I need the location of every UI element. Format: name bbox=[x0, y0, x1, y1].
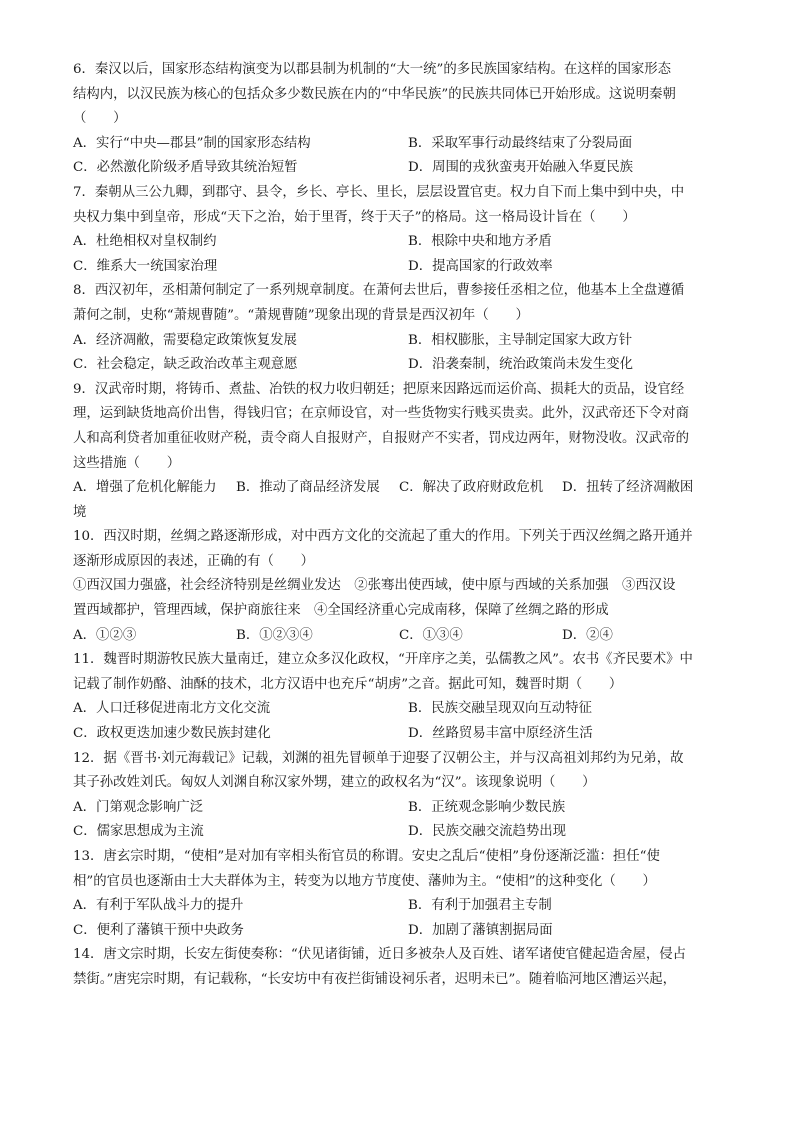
option-row bbox=[73, 697, 725, 722]
question-text-line: 11．魏晋时期游牧民族大量南迁，建立众多汉化政权，“开庠序之美，弘儒教之风”。农书《齐民要术》中 bbox=[73, 652, 693, 668]
option-row bbox=[73, 624, 725, 649]
option-wrap-line: 境 bbox=[73, 504, 87, 520]
question-text-line: 14．唐文宗时期，长安左街使奏称：“伏见诸街铺，近日多被杂人及百姓、诸军诸使官健起造舍屋，侵占 bbox=[73, 947, 687, 963]
option-row bbox=[73, 230, 725, 255]
question-block bbox=[73, 648, 725, 746]
question-text-line: 相”的官员也逐渐由士大夫群体为主，转变为以地方节度使、藩帅为主。“使相”的这种变化（ ） bbox=[73, 873, 656, 889]
option-row bbox=[73, 255, 725, 280]
question-text-line: 9．汉武帝时期，将铸币、煮盐、冶铁的权力收归朝廷；把原来因路远而运价高、损耗大的贡品，设官经 bbox=[73, 381, 685, 397]
answer-option: B．采取军事行动最终结束了分裂局面 bbox=[408, 135, 633, 151]
question-text-line: 这些措施（ ） bbox=[73, 455, 181, 471]
question-text-line: 8．西汉初年，丞相萧何制定了一系列规章制度。在萧何去世后，曹参接任丞相之位，他基本上全盘遵循 bbox=[73, 283, 685, 299]
answer-option: D．民族交融交流趋势出现 bbox=[408, 824, 567, 840]
answer-option: D．周围的戎狄蛮夷开始融入华夏民族 bbox=[408, 160, 633, 176]
answer-option: A．①②③ bbox=[73, 627, 137, 643]
question-text-line: （ ） bbox=[73, 111, 127, 127]
answer-option: C．社会稳定，缺乏政治改革主观意愿 bbox=[73, 357, 298, 373]
question-text-line: 其子孙改姓刘氏。匈奴人刘渊自称汉家外甥，建立的政权名为“汉”。该现象说明（ ） bbox=[73, 775, 596, 791]
question-text-line: 央权力集中到皇帝，形成“天下之治，始于里胥，终于天子”的格局。这一格局设计旨在（ ） bbox=[73, 209, 636, 225]
question-text-line: 理，运到缺货地高价出售，得钱归官；在京师设官，对一些货物实行贱买贵卖。此外，汉武帝还下令对商 bbox=[73, 406, 689, 422]
answer-option: C．必然激化阶级矛盾导致其统治短暂 bbox=[73, 160, 298, 176]
answer-option: C．儒家思想成为主流 bbox=[73, 824, 204, 840]
answer-option: C．便利了藩镇干预中央政务 bbox=[73, 922, 244, 938]
answer-option: D．②④ bbox=[562, 627, 613, 643]
option-row bbox=[73, 156, 725, 181]
option-row bbox=[73, 476, 725, 501]
question-block bbox=[73, 378, 725, 526]
question-text-line: 13．唐玄宗时期，“使相”是对加有宰相头衔官员的称谓。安史之乱后“使相”身份逐渐泛滥：担任“使 bbox=[73, 849, 660, 864]
option-row bbox=[73, 796, 725, 821]
answer-option: B．①②③④ bbox=[236, 627, 313, 643]
answer-option: C．①③④ bbox=[399, 627, 463, 643]
question-block bbox=[73, 58, 725, 181]
answer-option: B．民族交融呈现双向互动特征 bbox=[408, 701, 592, 717]
answer-option: B．正统观念影响少数民族 bbox=[408, 799, 566, 815]
answer-option: A．实行“中央—郡县”制的国家形态结构 bbox=[73, 135, 311, 151]
answer-option: A．经济凋敝，需要稳定政策恢复发展 bbox=[73, 332, 297, 348]
answer-option: B．推动了商品经济发展 bbox=[236, 480, 380, 496]
answer-option: A．杜绝相权对皇权制约 bbox=[73, 234, 217, 250]
answer-option: D．丝路贸易丰富中原经济生活 bbox=[408, 726, 593, 742]
question-text-line: 6．秦汉以后，国家形态结构演变为以郡县制为机制的“大一统”的多民族国家结构。在这样的国家形态 bbox=[73, 62, 672, 77]
question-block bbox=[73, 181, 725, 279]
answer-option: D．加剧了藩镇割据局面 bbox=[408, 922, 553, 938]
question-text-line: 人和高利贷者加重征收财产税，责令商人自报财产，自报财产不实者，罚戍边两年，财物没收。汉武帝的 bbox=[73, 430, 689, 446]
answer-option: B．有利于加强君主专制 bbox=[408, 898, 552, 914]
question-text-line: 10．西汉时期，丝绸之路逐渐形成，对中西方文化的交流起了重大的作用。下列关于西汉丝绸之路开通并 bbox=[73, 529, 693, 545]
option-row bbox=[73, 132, 725, 157]
question-block bbox=[73, 943, 725, 992]
answer-option: D．沿袭秦制，统治政策尚未发生变化 bbox=[408, 357, 633, 373]
option-row bbox=[73, 894, 725, 919]
question-block bbox=[73, 279, 725, 377]
option-row bbox=[73, 919, 725, 944]
option-row bbox=[73, 820, 725, 845]
question-text-line: 禁街。”唐宪宗时期，有记载称，“长安坊中有夜拦街铺设祠乐者，迟明未已”。随着临河地区漕运兴起， bbox=[73, 971, 677, 987]
question-block bbox=[73, 845, 725, 943]
answer-option: A．人口迁移促进南北方文化交流 bbox=[73, 701, 271, 717]
question-block bbox=[73, 747, 725, 845]
answer-option: A．增强了危机化解能力 bbox=[73, 480, 217, 496]
option-row bbox=[73, 329, 725, 354]
exam-page bbox=[73, 58, 725, 993]
answer-option: B．相权膨胀，主导制定国家大政方针 bbox=[408, 332, 633, 348]
question-text-line: ①西汉国力强盛，社会经济特别是丝绸业发达 ②张骞出使西域，使中原与西域的关系加强 ③西汉设 bbox=[73, 578, 676, 594]
question-text-line: 置西域都护，管理西域，保护商旅往来 ④全国经济重心完成南移，保障了丝绸之路的形成 bbox=[73, 603, 609, 619]
answer-option: A．有利于军队战斗力的提升 bbox=[73, 898, 244, 914]
question-text-line: 结构内，以汉民族为核心的包括众多少数民族在内的“中华民族”的民族共同体已开始形成。这说明秦朝 bbox=[73, 86, 676, 102]
question-text-line: 12．据《晋书·刘元海载记》记载，刘渊的祖先冒顿单于迎娶了汉朝公主，并与汉高祖刘邦约为兄弟，故 bbox=[73, 750, 684, 766]
answer-option: A．门第观念影响广泛 bbox=[73, 799, 204, 815]
question-block bbox=[73, 525, 725, 648]
answer-option: C．维系大一统国家治理 bbox=[73, 258, 218, 274]
question-text-line: 逐渐形成原因的表述，正确的有（ ） bbox=[73, 553, 315, 569]
answer-option: D．扭转了经济凋敝困 bbox=[562, 480, 694, 496]
question-text-line: 记载了制作奶酪、油酥的技术，北方汉语中也充斥“胡虏”之音。据此可知，魏晋时期（ ） bbox=[73, 676, 623, 692]
answer-option: D．提高国家的行政效率 bbox=[408, 258, 553, 274]
option-row bbox=[73, 722, 725, 747]
answer-option: C．政权更迭加速少数民族封建化 bbox=[73, 726, 271, 742]
answer-option: C．解决了政府财政危机 bbox=[399, 480, 544, 496]
option-row bbox=[73, 353, 725, 378]
answer-option: B．根除中央和地方矛盾 bbox=[408, 234, 552, 250]
question-text-line: 萧何之制，史称“萧规曹随”。“萧规曹随”现象出现的背景是西汉初年（ ） bbox=[73, 307, 529, 323]
question-text-line: 7．秦朝从三公九卿，到郡守、县令，乡长、亭长、里长，层层设置官吏。权力自下而上集中到中央，中 bbox=[73, 184, 685, 200]
